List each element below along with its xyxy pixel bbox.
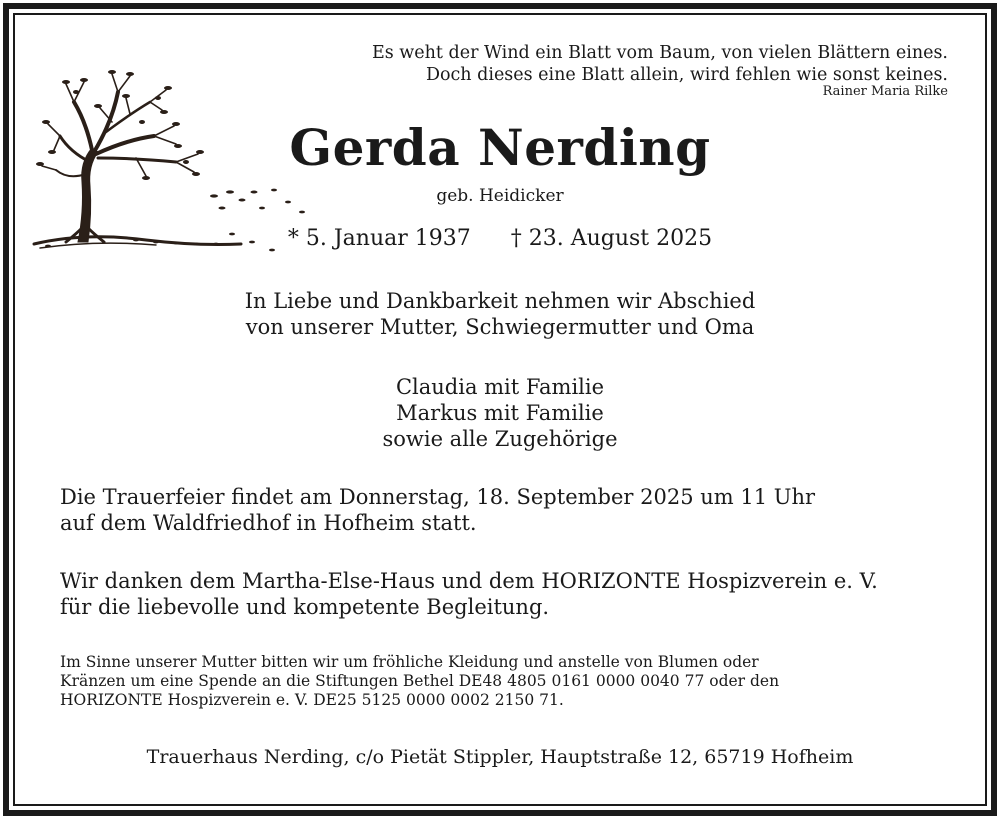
thanks-line-1: Wir danken dem Martha-Else-Haus und dem HORIZONTE Hospizverein e. V. — [60, 569, 878, 593]
mourner-1: Claudia mit Familie — [395, 375, 605, 399]
funeral-line-2: auf dem Waldfriedhof in Hofheim statt. — [60, 511, 477, 535]
funeral-line-1: Die Trauerfeier findet am Donnerstag, 18. September 2025 um 11 Uhr — [60, 485, 816, 509]
quote-line-1: Es weht der Wind ein Blatt vom Baum, von vielen Blättern eines. — [371, 43, 948, 63]
quote-line-2: Doch dieses eine Blatt allein, wird fehlen wie sonst keines. — [425, 65, 948, 85]
donation-line-3: HORIZONTE Hospizverein e. V. DE25 5125 0000 0002 2150 71. — [60, 691, 564, 709]
quote-author: Rainer Maria Rilke — [822, 84, 948, 99]
mourner-2: Markus mit Familie — [396, 401, 604, 425]
death-date: † 23. August 2025 — [510, 226, 713, 251]
donation-line-2: Kränzen um eine Spende an die Stiftungen Bethel DE48 4805 0161 0000 0040 77 oder den — [60, 672, 780, 690]
donation-line-1: Im Sinne unserer Mutter bitten wir um fröhliche Kleidung und anstelle von Blumen oder — [60, 653, 759, 671]
farewell-line-1: In Liebe und Dankbarkeit nehmen wir Abschied — [244, 289, 756, 313]
birth-date: * 5. Januar 1937 — [287, 226, 471, 251]
birth-name: geb. Heidicker — [436, 186, 564, 206]
deceased-name: Gerda Nerding — [289, 118, 711, 177]
thanks-line-2: für die liebevolle und kompetente Begleitung. — [60, 595, 550, 619]
life-dates — [0, 226, 1000, 251]
mourning-house-address: Trauerhaus Nerding, c/o Pietät Stippler, Hauptstraße 12, 65719 Hofheim — [146, 746, 854, 768]
mourner-3: sowie alle Zugehörige — [382, 427, 618, 451]
farewell-line-2: von unserer Mutter, Schwiegermutter und Oma — [245, 315, 755, 339]
